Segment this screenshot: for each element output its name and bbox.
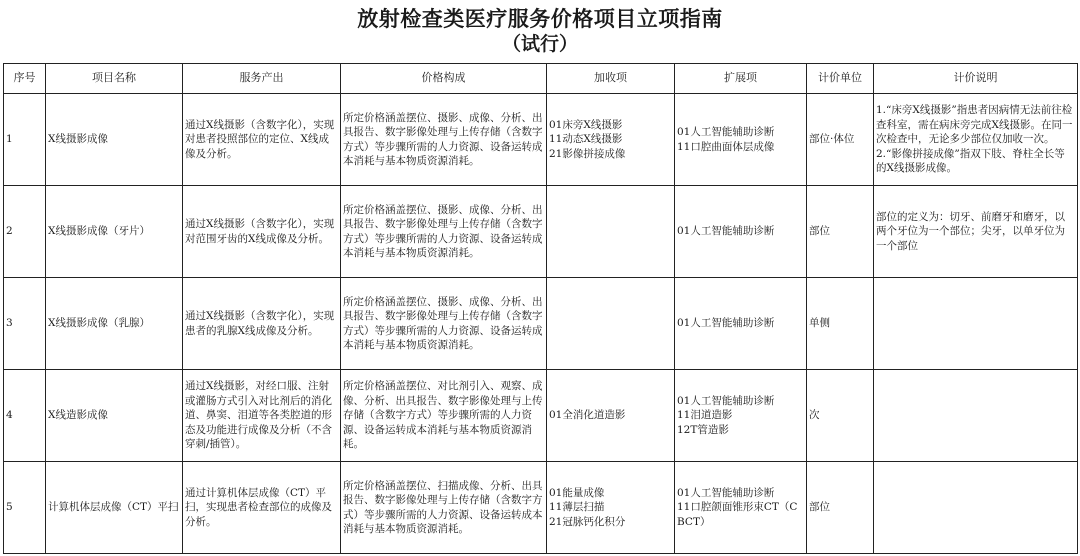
cell-extension xyxy=(675,186,807,278)
cell-pricing-unit: 部位·体位 xyxy=(807,94,874,186)
table-row xyxy=(4,462,1078,554)
header-price-composition: 价格构成 xyxy=(341,64,547,94)
surcharge-item: 01全消化道造影 xyxy=(549,409,626,422)
document-subtitle: （试行） xyxy=(501,33,578,55)
cell-seq: 5 xyxy=(4,462,46,554)
cell-service-output: 通过X线摄影（含数字化），实现对患者投照部位的定位、X线成像及分析。 xyxy=(183,94,341,186)
cell-price-composition: 所定价格涵盖摆位、摄影、成像、分析、出具报告、数字影像处理与上传存储（含数字方式）等步骤所需的人力资源、设备运转成本消耗与基本物质资源消耗。 xyxy=(341,186,547,278)
cell-pricing-unit: 单侧 xyxy=(807,278,874,370)
header-seq: 序号 xyxy=(4,64,46,94)
extension-item: 01人工智能辅助诊断 xyxy=(677,225,775,238)
cell-pricing-unit: 部位 xyxy=(807,186,874,278)
cell-surcharge xyxy=(547,94,675,186)
cell-price-composition: 所定价格涵盖摆位、扫描成像、分析、出具报告、数字影像处理与上传存储（含数字方式）等步骤所需的人力资源、设备运转成本消耗与基本物质资源消耗。 xyxy=(341,462,547,554)
extension-item: 11泪道造影 xyxy=(677,409,733,422)
cell-name: 计算机体层成像（CT）平扫 xyxy=(46,462,183,554)
surcharge-item: 21影像拼接成像 xyxy=(549,147,626,160)
surcharge-item: 01床旁X线摄影 xyxy=(549,118,623,131)
header-pricing-notes: 计价说明 xyxy=(874,64,1078,94)
cell-pricing-notes: 部位的定义为：切牙、前磨牙和磨牙，以两个牙位为一个部位；尖牙，以单牙位为一个部位 xyxy=(874,186,1078,278)
cell-seq: 4 xyxy=(4,370,46,462)
extension-item: 01人工智能辅助诊断 xyxy=(677,126,775,138)
cell-seq: 2 xyxy=(4,186,46,278)
cell-surcharge xyxy=(547,186,675,278)
cell-surcharge xyxy=(547,278,675,370)
extension-item: 11口腔颌面锥形束CT（CBCT） xyxy=(677,501,798,528)
price-guide-table xyxy=(3,63,1078,554)
surcharge-item: 11动态X线摄影 xyxy=(549,133,623,146)
header-service-output: 服务产出 xyxy=(183,64,341,94)
extension-item: 11口腔曲面体层成像 xyxy=(677,140,775,153)
cell-seq: 3 xyxy=(4,278,46,370)
cell-name: X线造影成像 xyxy=(46,370,183,462)
header-name: 项目名称 xyxy=(46,64,183,94)
header-extension: 扩展项 xyxy=(675,64,807,94)
extension-item: 01人工智能辅助诊断 xyxy=(677,486,775,499)
header-surcharge: 加收项 xyxy=(547,64,675,94)
cell-name: X线摄影成像（牙片） xyxy=(46,186,183,278)
table-row xyxy=(4,186,1078,278)
cell-service-output: 通过计算机体层成像（CT）平扫，实现患者检查部位的成像及分析。 xyxy=(183,462,341,554)
cell-extension xyxy=(675,278,807,370)
surcharge-item: 21冠脉钙化积分 xyxy=(549,515,626,528)
surcharge-item: 11薄层扫描 xyxy=(549,501,605,514)
cell-service-output: 通过X线摄影（含数字化），实现对范围牙齿的X线成像及分析。 xyxy=(183,186,341,278)
cell-pricing-notes: 1.“床旁X线摄影”指患者因病情无法前往检查科室，需在病床旁完成X线摄影。在同一次检查中，无论多少部位仅加收一次。2.“影像拼接成像”指双下肢、脊柱全长等的X线摄影成像。 xyxy=(874,94,1078,186)
extension-item: 01人工智能辅助诊断 xyxy=(677,394,775,407)
cell-pricing-notes xyxy=(874,370,1078,462)
document-title: 放射检查类医疗服务价格项目立项指南 xyxy=(357,6,723,31)
cell-pricing-notes xyxy=(874,278,1078,370)
header-pricing-unit: 计价单位 xyxy=(807,64,874,94)
table-row xyxy=(4,370,1078,462)
cell-pricing-unit: 部位 xyxy=(807,462,874,554)
cell-extension xyxy=(675,94,807,186)
cell-pricing-unit: 次 xyxy=(807,370,874,462)
cell-surcharge xyxy=(547,370,675,462)
cell-price-composition: 所定价格涵盖摆位、对比剂引入、观察、成像、分析、出具报告、数字影像处理与上传存储（含数字方式）等步骤所需的人力资源、设备运转成本消耗与基本物质资源消耗。 xyxy=(341,370,547,462)
cell-price-composition: 所定价格涵盖摆位、摄影、成像、分析、出具报告、数字影像处理与上传存储（含数字方式）等步骤所需的人力资源、设备运转成本消耗与基本物质资源消耗。 xyxy=(341,94,547,186)
table-header-row xyxy=(4,64,1078,94)
extension-item: 01人工智能辅助诊断 xyxy=(677,317,775,330)
cell-extension xyxy=(675,462,807,554)
cell-name: X线摄影成像（乳腺） xyxy=(46,278,183,370)
cell-service-output: 通过X线摄影，对经口服、注射或灌肠方式引入对比剂后的消化道、鼻窦、泪道等各类腔道的形态及功能进行成像及分析（不含穿刺/插管）。 xyxy=(183,370,341,462)
cell-seq: 1 xyxy=(4,94,46,186)
surcharge-item: 01能量成像 xyxy=(549,486,605,499)
cell-extension xyxy=(675,370,807,462)
cell-service-output: 通过X线摄影（含数字化），实现患者的乳腺X线成像及分析。 xyxy=(183,278,341,370)
cell-surcharge xyxy=(547,462,675,554)
table-row xyxy=(4,278,1078,370)
cell-price-composition: 所定价格涵盖摆位、摄影、成像、分析、出具报告、数字影像处理与上传存储（含数字方式）等步骤所需的人力资源、设备运转成本消耗与基本物质资源消耗。 xyxy=(341,278,547,370)
table-row xyxy=(4,94,1078,186)
extension-item: 12T管造影 xyxy=(677,423,729,436)
cell-name: X线摄影成像 xyxy=(46,94,183,186)
cell-pricing-notes xyxy=(874,462,1078,554)
